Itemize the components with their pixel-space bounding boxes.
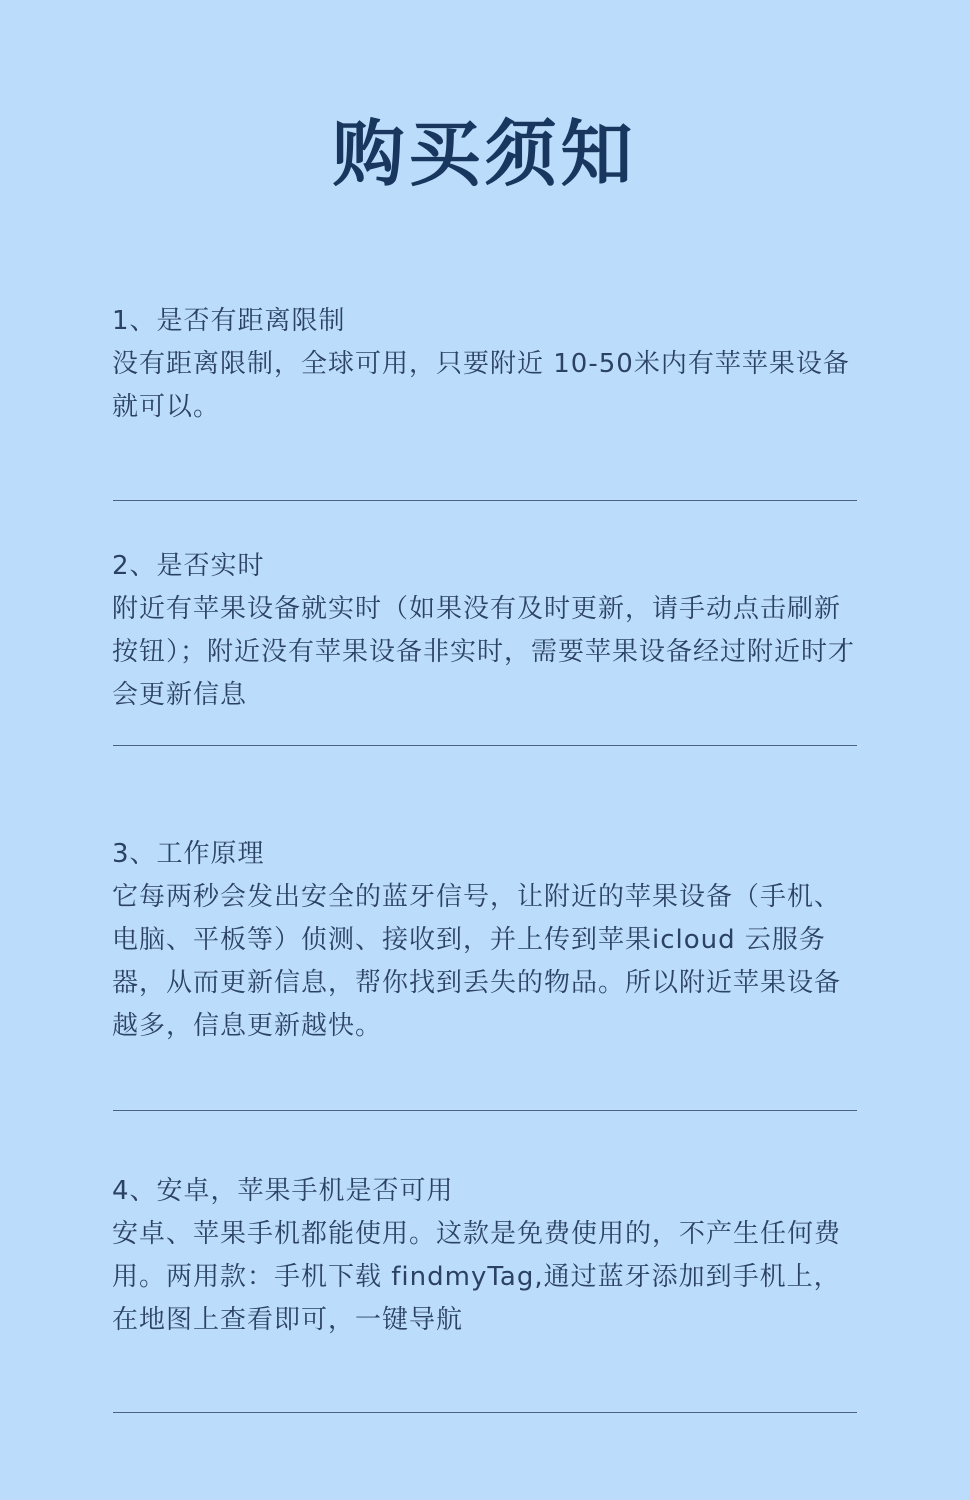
notice-section-compatibility [112,1170,857,1342]
section-divider [113,1110,857,1111]
section-heading: 3、工作原理 [112,839,265,869]
section-divider [113,1412,857,1413]
notice-section-distance [112,300,857,429]
notice-section-realtime [112,545,857,717]
section-heading: 4、安卓，苹果手机是否可用 [112,1176,454,1206]
section-body: 安卓、苹果手机都能使用。这款是免费使用的，不产生任何费用。两用款：手机下载 findmyTag,通过蓝牙添加到手机上，在地图上查看即可，一键导航 [112,1219,842,1335]
section-body: 没有距离限制，全球可用，只要附近 10-50米内有苹苹果设备就可以。 [112,349,850,422]
page-title: 购买须知 [332,112,637,196]
section-body: 附近有苹果设备就实时（如果没有及时更新，请手动点击刷新按钮）；附近没有苹果设备非实时，需要苹果设备经过附近时才会更新信息 [112,594,856,710]
section-body: 它每两秒会发出安全的蓝牙信号，让附近的苹果设备（手机、电脑、平板等）侦测、接收到，并上传到苹果icloud 云服务器，从而更新信息，帮你找到丢失的物品。所以附近苹果设备越多，信息更新越快。 [112,882,842,1041]
notice-section-principle [112,833,857,1048]
section-heading: 1、是否有距离限制 [112,306,346,336]
section-heading: 2、是否实时 [112,551,265,581]
section-divider [113,500,857,501]
section-divider [113,745,857,746]
